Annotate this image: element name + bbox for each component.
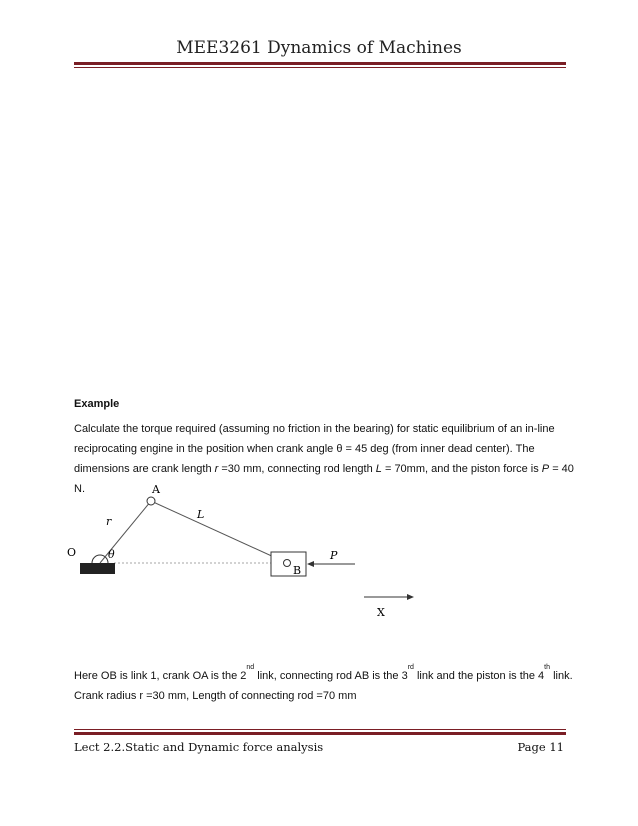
slider-crank-diagram [64, 483, 444, 623]
ground-block [80, 563, 115, 574]
text-span: dimensions are crank length [74, 463, 215, 475]
text-span: =30 mm, connecting rod length [218, 463, 376, 475]
label-theta: θ [108, 548, 115, 561]
label-x: X [377, 606, 385, 619]
header-title: MEE3261 Dynamics of Machines [176, 38, 462, 58]
label-p: P [330, 549, 338, 562]
joint-b [284, 560, 291, 567]
label-l: L [197, 508, 205, 521]
superscript: rd [407, 664, 414, 671]
text-span: = 40 N. [74, 463, 574, 495]
label-r: r [106, 515, 112, 528]
notes-line-2: Crank radius r =30 mm, Length of connecting rod =70 mm [74, 690, 357, 702]
example-line-2: reciprocating engine in the position when crank angle θ = 45 deg (from inner dead center). The [74, 443, 535, 455]
joint-a [147, 497, 155, 505]
var-r: r [214, 463, 219, 475]
footer-rule-thin [74, 729, 566, 730]
footer-page-number: Page 11 [517, 740, 564, 754]
footer-rule-thick [74, 732, 566, 735]
var-P: P [541, 463, 550, 475]
label-a: A [152, 483, 160, 496]
notes-paragraph [74, 658, 574, 706]
text-span: link, connecting rod AB is the 3 [254, 670, 408, 682]
header-rule-thick [74, 62, 566, 65]
footer-lecture: Lect 2.2.Static and Dynamic force analysis [74, 740, 324, 754]
var-L: L [375, 463, 382, 475]
text-span: link and the piston is the 4 [413, 670, 545, 682]
example-line-1: Calculate the torque required (assuming no friction in the bearing) for static equilibrium of an in-line [74, 423, 555, 435]
x-direction-arrowhead [407, 594, 414, 600]
text-span: = 70mm, and the piston force is [381, 463, 542, 475]
superscript: th [544, 664, 551, 671]
header-rule-thin [74, 67, 566, 68]
connecting-rod-ab [151, 501, 287, 563]
text-span: Here OB is link 1, crank OA is the 2 [74, 670, 247, 682]
superscript: nd [246, 664, 255, 671]
label-o: O [67, 546, 77, 559]
label-b: B [293, 564, 302, 577]
force-p-arrowhead [307, 561, 314, 567]
notes-line-1 [74, 658, 574, 686]
example-heading: Example [74, 398, 120, 410]
text-span: link. [550, 670, 573, 682]
